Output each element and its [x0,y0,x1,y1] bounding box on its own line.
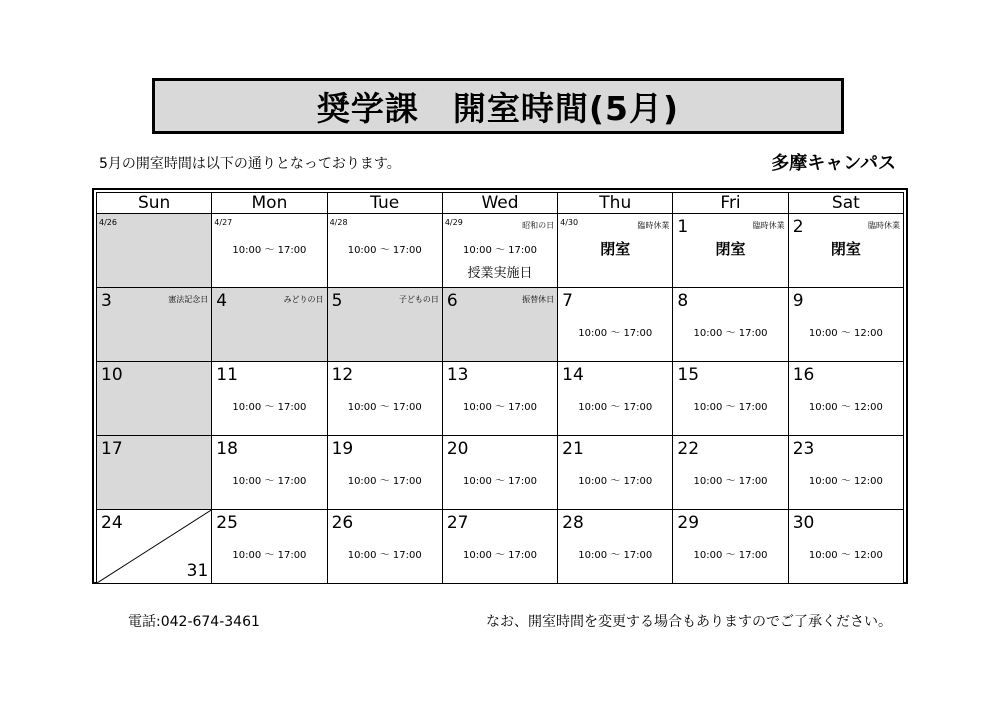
day-number: 27 [446,513,469,533]
open-hours: 10:00 ～ 17:00 [347,476,422,487]
calendar-body [97,214,904,584]
day-number: 1 [677,217,689,237]
day-note: 昭和の日 [522,221,555,230]
open-hours: 10:00 ～ 12:00 [808,328,883,339]
day-number: 4/26 [99,218,117,227]
day-number: 4/30 [560,218,579,227]
day-note: 憲法記念日 [168,295,209,304]
page-title: 奨学課 開室時間(5月) [316,88,680,128]
day-number: 11 [216,365,238,385]
day-note: 臨時休業 [752,221,785,230]
day-cell [442,362,557,436]
day-note: 臨時休業 [868,221,900,230]
day-note: 臨時休業 [637,221,670,230]
day-cell [327,362,442,436]
day-number: 29 [677,513,700,533]
week-row [97,214,904,288]
day-cell [212,510,327,584]
day-number: 25 [216,513,238,533]
day-cell [673,288,788,362]
day-number: 6 [446,291,458,311]
day-number: 16 [792,365,815,385]
open-hours: 10:00 ～ 17:00 [232,550,307,561]
day-cell [97,214,212,288]
class-day-label: 授業実施日 [467,266,533,281]
day-number: 7 [562,291,573,311]
day-cell [558,436,673,510]
open-hours: 10:00 ～ 17:00 [462,550,537,561]
day-number: 9 [792,291,804,311]
day-number: 5 [331,291,343,311]
phone-number: 電話:042-674-3461 [128,614,260,630]
open-hours: 10:00 ～ 12:00 [808,402,883,413]
week-row [97,510,904,584]
day-number: 14 [562,365,584,385]
open-hours: 10:00 ～ 17:00 [232,476,307,487]
open-hours: 10:00 ～ 17:00 [347,550,422,561]
weekday-wed: Wed [442,193,557,214]
open-hours: 10:00 ～ 17:00 [578,402,653,413]
day-cell [97,288,212,362]
day-cell [442,288,557,362]
day-cell [212,436,327,510]
day-cell [442,510,557,584]
title-box [152,78,844,134]
day-cell [97,362,212,436]
day-number: 26 [331,513,354,533]
weekday-sun: Sun [97,193,212,214]
calendar-table [96,192,904,584]
day-cell [788,362,903,436]
closed-label: 閉室 [600,240,631,258]
weekday-thu: Thu [558,193,673,214]
notice-text: なお、開室時間を変更する場合もありますのでご了承ください。 [486,614,892,630]
day-note: 振替休日 [522,295,555,304]
open-hours: 10:00 ～ 17:00 [693,402,768,413]
day-cell [327,510,442,584]
open-hours: 10:00 ～ 17:00 [462,245,537,256]
closed-label: 閉室 [715,240,746,258]
day-number: 4 [216,291,228,311]
open-hours: 10:00 ～ 17:00 [347,402,422,413]
day-cell [212,362,327,436]
day-number: 2 [792,217,804,237]
week-row [97,436,904,510]
day-cell [212,214,327,288]
day-number: 21 [562,439,584,459]
day-number: 4/29 [444,218,463,227]
day-cell [212,288,327,362]
open-hours: 10:00 ～ 17:00 [693,550,768,561]
day-number: 30 [792,513,815,533]
day-number: 23 [792,439,815,459]
day-cell [97,510,212,584]
calendar [92,188,908,584]
day-cell [673,214,788,288]
open-hours: 10:00 ～ 17:00 [693,328,768,339]
day-number: 4/28 [329,218,348,227]
intro-text: 5月の開室時間は以下の通りとなっております。 [99,156,401,172]
day-number: 15 [677,365,700,385]
day-cell [327,288,442,362]
week-row [97,362,904,436]
open-hours: 10:00 ～ 17:00 [232,245,307,256]
day-number: 24 [101,513,123,533]
day-number: 20 [446,439,469,459]
campus-name: 多摩キャンパス [771,153,896,174]
day-cell [673,436,788,510]
day-number: 17 [101,439,123,459]
day-cell [558,510,673,584]
day-cell [327,436,442,510]
open-hours: 10:00 ～ 17:00 [462,402,537,413]
weekday-tue: Tue [327,193,442,214]
day-cell [558,214,673,288]
day-note: みどりの日 [283,295,324,304]
day-cell [673,510,788,584]
open-hours: 10:00 ～ 17:00 [578,328,653,339]
week-row [97,288,904,362]
weekday-fri: Fri [673,193,788,214]
day-cell [673,362,788,436]
open-hours: 10:00 ～ 17:00 [232,402,307,413]
day-number: 13 [446,365,469,385]
weekday-header-row [97,193,904,214]
open-hours: 10:00 ～ 17:00 [578,476,653,487]
day-number: 19 [331,439,354,459]
open-hours: 10:00 ～ 17:00 [578,550,653,561]
day-cell [788,288,903,362]
weekday-sat: Sat [788,193,903,214]
day-number-secondary: 31 [186,561,209,581]
open-hours: 10:00 ～ 12:00 [808,476,883,487]
closed-label: 閉室 [830,240,861,258]
day-cell [788,510,903,584]
day-number: 8 [677,291,689,311]
day-number: 10 [101,365,123,385]
day-note: 子どもの日 [398,295,439,304]
day-cell [558,288,673,362]
open-hours: 10:00 ～ 17:00 [693,476,768,487]
day-cell [327,214,442,288]
day-cell [788,214,903,288]
weekday-mon: Mon [212,193,327,214]
day-cell [788,436,903,510]
day-number: 4/27 [214,218,233,227]
open-hours: 10:00 ～ 12:00 [808,550,883,561]
day-number: 28 [562,513,584,533]
open-hours: 10:00 ～ 17:00 [462,476,537,487]
day-cell [558,362,673,436]
day-cell [97,436,212,510]
day-number: 3 [101,291,112,311]
day-number: 18 [216,439,238,459]
day-number: 22 [677,439,700,459]
open-hours: 10:00 ～ 17:00 [347,245,422,256]
day-cell [442,436,557,510]
day-number: 12 [331,365,354,385]
day-cell [442,214,557,288]
